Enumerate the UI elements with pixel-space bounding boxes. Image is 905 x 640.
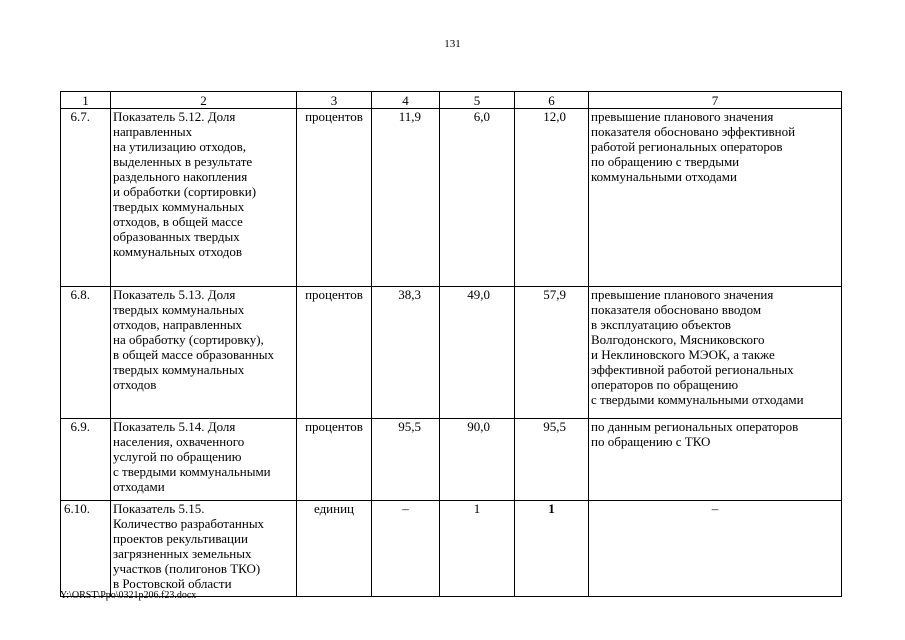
value-col-4: – bbox=[372, 501, 440, 597]
unit: процентов bbox=[297, 109, 372, 287]
value-col-5: 49,0 bbox=[440, 287, 515, 419]
table-row bbox=[61, 501, 842, 597]
unit: процентов bbox=[297, 287, 372, 419]
value-col-6: 95,5 bbox=[515, 419, 589, 501]
note-text: по данным региональных операторов по обращению с ТКО bbox=[591, 419, 799, 449]
value-col-5: 6,0 bbox=[440, 109, 515, 287]
value-col-5: 1 bbox=[440, 501, 515, 597]
indicator-name bbox=[111, 501, 297, 597]
indicator-name-text: Показатель 5.15. Количество разработанных проектов рекультивации загрязненных земельных участков (полигонов ТКО) в Ростовской области bbox=[113, 501, 265, 591]
table-header-row bbox=[61, 92, 842, 109]
row-number: 6.9. bbox=[61, 419, 111, 501]
row-number: 6.7. bbox=[61, 109, 111, 287]
indicator-name bbox=[111, 109, 297, 287]
header-col-5: 5 bbox=[440, 92, 515, 109]
note: – bbox=[589, 501, 842, 597]
note bbox=[589, 109, 842, 287]
indicator-name-text: Показатель 5.13. Доля твердых коммунальных отходов, направленных на обработку (сортировку), в общей массе образованных твердых коммунальных отходов bbox=[113, 287, 274, 392]
value-col-4: 11,9 bbox=[372, 109, 440, 287]
value-col-6: 57,9 bbox=[515, 287, 589, 419]
note bbox=[589, 287, 842, 419]
indicator-name-text: Показатель 5.14. Доля населения, охваченного услугой по обращению с твердыми коммунальными отходами bbox=[113, 419, 271, 494]
header-col-4: 4 bbox=[372, 92, 440, 109]
table-row bbox=[61, 419, 842, 501]
note bbox=[589, 419, 842, 501]
value-col-4: 95,5 bbox=[372, 419, 440, 501]
indicator-name-text: Показатель 5.12. Доля направленных на утилизацию отходов, выделенных в результате раздельного накопления и обработки (сортировки) твердых коммунальных отходов, в общей массе образованных твердых коммунальных отходов bbox=[113, 109, 257, 259]
unit: процентов bbox=[297, 419, 372, 501]
value-col-5: 90,0 bbox=[440, 419, 515, 501]
page-number: 131 bbox=[444, 38, 461, 50]
value-col-6: 1 bbox=[515, 501, 589, 597]
header-col-2: 2 bbox=[111, 92, 297, 109]
header-col-7: 7 bbox=[589, 92, 842, 109]
header-col-6: 6 bbox=[515, 92, 589, 109]
value-col-4: 38,3 bbox=[372, 287, 440, 419]
indicator-name bbox=[111, 287, 297, 419]
table-row bbox=[61, 109, 842, 287]
table-row bbox=[61, 287, 842, 419]
header-col-3: 3 bbox=[297, 92, 372, 109]
note-text: превышение планового значения показателя обосновано вводом в эксплуатацию объектов Волгодонского, Мясниковского и Неклиновского МЭОК, а также эффективной работой региональных операторов по обращению с твердыми коммунальными отходами bbox=[591, 287, 804, 407]
indicator-name bbox=[111, 419, 297, 501]
note-text: превышение планового значения показателя обосновано эффективной работой региональных операторов по обращению с твердыми коммунальными отходами bbox=[591, 109, 796, 184]
unit: единиц bbox=[297, 501, 372, 597]
row-number: 6.10. bbox=[61, 501, 111, 597]
value-col-6: 12,0 bbox=[515, 109, 589, 287]
row-number: 6.8. bbox=[61, 287, 111, 419]
report-table bbox=[60, 91, 842, 597]
header-col-1: 1 bbox=[61, 92, 111, 109]
file-path-footer: Y:\ORST\Ppo\0321p206.f23.docx bbox=[60, 590, 197, 601]
